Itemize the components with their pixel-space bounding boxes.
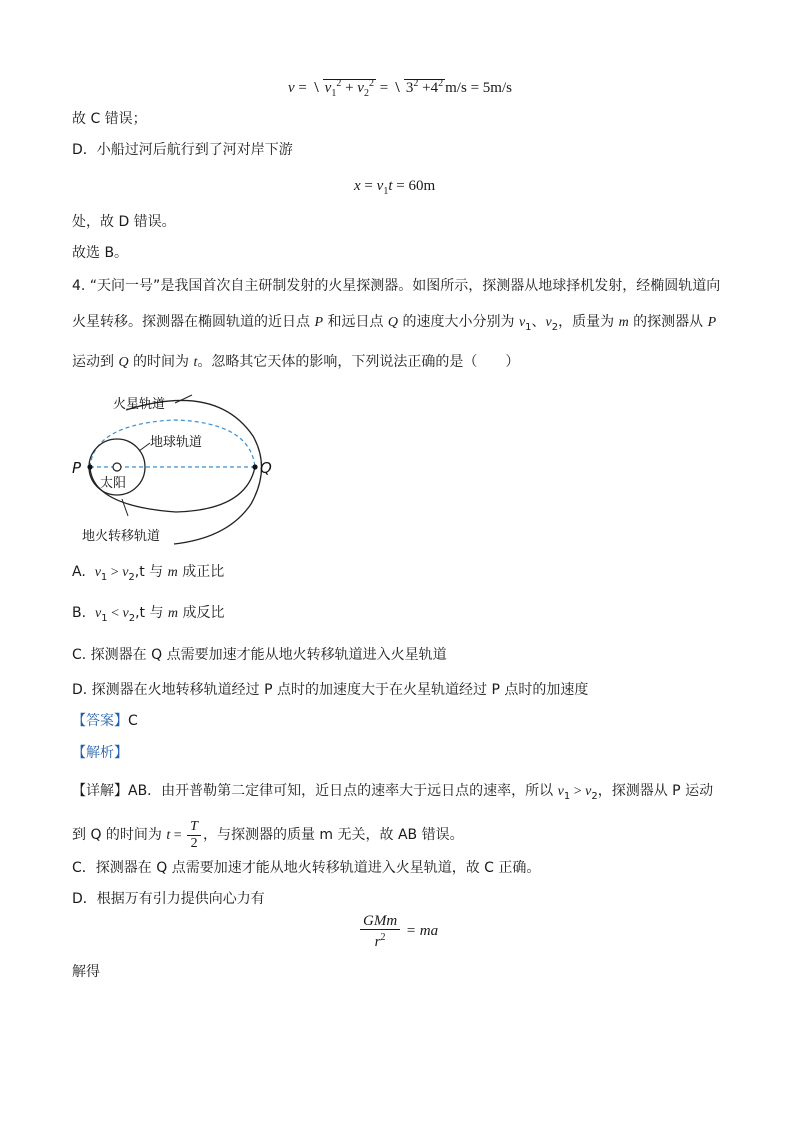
eq-equals-2: = <box>375 80 392 96</box>
eq-x: x <box>354 178 361 194</box>
q4-text-c: 的速度大小分别为 <box>398 314 519 330</box>
eq-a: 3 <box>405 80 414 96</box>
detail-line-2 <box>72 818 464 853</box>
detail-text-d: ，与探测器的质量 m 无关，故 AB 错误。 <box>202 827 464 843</box>
c-wrong-text: 故 C 错误； <box>72 111 147 127</box>
option-b-v1-sub: 1 <box>101 612 108 624</box>
eq-x-v: v <box>376 178 384 194</box>
eq-result: = 5m/s <box>466 80 512 96</box>
gravity-denominator <box>360 930 400 950</box>
option-a-v2-sub: 2 <box>128 571 135 583</box>
solve-text: 解得 <box>72 964 100 980</box>
eq-unit: m/s <box>445 80 467 96</box>
q4-v2: v <box>545 315 552 330</box>
q4-text-f: 运动到 <box>72 354 119 370</box>
eq-x-result: = 60m <box>392 178 436 194</box>
option-b-v2-sub: 2 <box>128 612 136 624</box>
detail-text-c: 到 Q 的时间为 <box>72 827 167 843</box>
option-b-mid: ,t 与 <box>135 605 168 621</box>
option-a-v1: v <box>94 565 101 580</box>
transfer-orbit-label: 地火转移轨道 <box>82 529 161 544</box>
option-a-tail: 成正比 <box>177 564 225 580</box>
q4-v2-sub: 2 <box>551 321 559 333</box>
detail-t: t <box>166 828 171 843</box>
transfer-label-leader <box>122 499 128 516</box>
q4-m: m <box>618 315 629 330</box>
detail-v1-sub: 1 <box>563 790 571 802</box>
option-b-tail: 成反比 <box>178 605 225 621</box>
point-q-dot <box>252 464 257 469</box>
earth-label-leader <box>139 443 150 451</box>
answer-line <box>72 711 138 731</box>
q4-text-g: 的时间为 <box>128 354 194 370</box>
eq-v1: v <box>324 80 332 96</box>
eq-b: 4 <box>430 80 439 96</box>
mars-label-leader <box>175 395 192 403</box>
option-b-m: m <box>167 606 179 621</box>
eq-b-sup: 2 <box>438 78 444 89</box>
eq-x-t: t <box>388 178 393 194</box>
fraction-numerator: T <box>187 819 201 836</box>
point-p-dot <box>87 464 92 469</box>
sqrt-2 <box>392 74 445 98</box>
earth-orbit-label: 地球轨道 <box>150 435 203 450</box>
sqrt-1 <box>311 74 376 104</box>
option-a-v1-sub: 1 <box>100 571 108 583</box>
eq-x-equals: = <box>360 178 377 194</box>
displacement-equation <box>354 176 435 202</box>
eq-v-lhs: v <box>288 80 295 96</box>
fraction-denominator: 2 <box>190 835 198 851</box>
d-wrong-text: 处，故 D 错误。 <box>72 214 176 230</box>
option-a-mid: ,t 与 <box>134 564 168 580</box>
eq-v2: v <box>357 80 364 96</box>
q4-line-2 <box>72 312 716 338</box>
option-d: D. 探测器在火地转移轨道经过 P 点时的加速度大于在火星轨道经过 P 点时的加速度 <box>72 682 589 698</box>
detail-v1: v <box>557 784 564 799</box>
detail-v2: v <box>585 784 592 799</box>
option-b <box>72 603 224 629</box>
answer-value: C <box>128 713 138 729</box>
choose-b-text: 故选 B。 <box>72 245 129 261</box>
mars-orbit-label: 火星轨道 <box>113 397 166 412</box>
option-b-v2: v <box>122 606 129 621</box>
option-b-label: B. <box>72 605 87 621</box>
gravity-equation <box>358 913 438 950</box>
option-a-label: A. <box>72 564 86 580</box>
q4-text-d: ，质量为 <box>558 314 619 330</box>
mars-orbit-arc <box>126 400 262 544</box>
point-p-label: P <box>72 459 82 477</box>
detail-equals: = <box>170 828 186 843</box>
option-c: C. 探测器在 Q 点需要加速才能从地火转移轨道进入火星轨道 <box>72 647 447 663</box>
eq-x-v-sub: 1 <box>383 186 389 197</box>
analysis-tag: 【解析】 <box>72 745 128 761</box>
d-statement: D．小船过河后航行到了河对岸下游 <box>72 142 293 158</box>
q4-p2: P <box>707 315 717 330</box>
gravity-rhs: = ma <box>402 922 439 939</box>
detail-text-b: ，探测器从 P 运动 <box>597 783 714 799</box>
eq-plus-2: + <box>418 80 431 96</box>
option-a-v2: v <box>122 565 129 580</box>
option-a <box>72 562 224 588</box>
q4-p: P <box>314 315 324 330</box>
eq-v2-sub: 2 <box>363 88 369 99</box>
point-q-label: Q <box>260 459 272 477</box>
q4-line-3 <box>72 352 519 373</box>
sun-label: 太阳 <box>100 476 127 491</box>
eq-plus: + <box>341 80 358 96</box>
q4-q: Q <box>387 315 399 330</box>
eq-v-equals: = <box>294 80 311 96</box>
gravity-numerator: GMm <box>360 913 400 930</box>
detail-text-a: 【详解】AB．由开普勒第二定律可知，近日点的速率大于远日点的速率，所以 <box>72 783 558 799</box>
option-b-rel: < <box>107 606 123 621</box>
q4-line-1: 4. “天问一号”是我国首次自主研制发射的火星探测器。如图所示，探测器从地球择机发射，经椭圆轨道向 <box>72 278 721 294</box>
eq-a-sup: 2 <box>413 78 419 89</box>
detail-rel: > <box>570 784 586 799</box>
q4-t: t <box>193 355 198 370</box>
gravity-r: r <box>374 934 381 950</box>
eq-v2-sup: 2 <box>368 78 374 89</box>
q4-text-a: 火星转移。探测器在椭圆轨道的近日点 <box>72 314 315 330</box>
q4-text-h: 。忽略其它天体的影响，下列说法正确的是（ ） <box>197 354 520 370</box>
q4-v1: v <box>518 315 526 330</box>
velocity-equation <box>288 74 512 104</box>
q4-text-b: 和远日点 <box>323 314 388 330</box>
orbit-diagram <box>66 386 286 550</box>
eq-v1-sup: 2 <box>336 78 342 89</box>
option-a-m: m <box>167 565 178 580</box>
q4-sep: 、 <box>531 314 546 330</box>
q4-q2: Q <box>118 355 129 370</box>
detail-line-3: C．探测器在 Q 点需要加速才能从地火转移轨道进入火星轨道，故 C 正确。 <box>72 860 541 876</box>
answer-tag: 【答案】 <box>72 713 128 729</box>
detail-line-1 <box>72 781 713 807</box>
q4-text-e: 的探测器从 <box>628 314 708 330</box>
option-b-v1: v <box>94 606 102 621</box>
t-half-fraction <box>187 819 201 852</box>
option-a-rel: > <box>107 565 123 580</box>
detail-v2-sub: 2 <box>591 790 598 802</box>
detail-line-4: D．根据万有引力提供向心力有 <box>72 891 265 907</box>
gravity-fraction <box>360 913 400 950</box>
gravity-r-sup: 2 <box>380 932 386 943</box>
sun-dot <box>113 463 121 471</box>
q4-v1-sub: 1 <box>525 321 532 333</box>
eq-v1-sub: 1 <box>331 88 337 99</box>
